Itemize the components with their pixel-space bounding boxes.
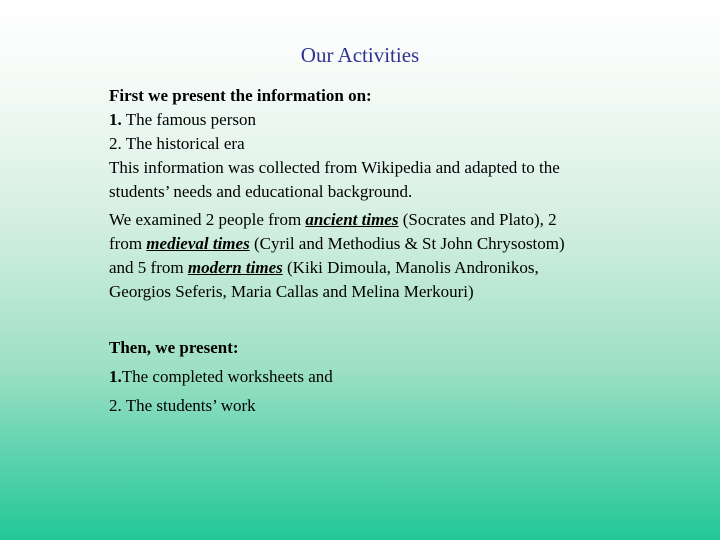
ancient-times-term: ancient times: [305, 210, 399, 229]
slide-title: Our Activities: [300, 43, 420, 67]
intro-heading: First we present the information on:: [109, 86, 372, 105]
examined-line-3-pre: and 5 from: [109, 258, 188, 277]
examined-line-1: [109, 208, 669, 232]
examined-line-3-post: (Kiki Dimoula, Manolis Andronikos,: [282, 258, 539, 277]
examined-line-1-pre: We examined 2 people from: [109, 210, 306, 229]
intro-item-1-number: 1.: [109, 110, 122, 129]
examined-line-2-post: (Cyril and Methodius & St John Chrysostom): [249, 234, 565, 253]
intro-section: [109, 84, 669, 304]
examined-line-4: Georgios Seferis, Maria Callas and Melina Merkouri): [109, 282, 474, 301]
examined-line-2: [109, 232, 669, 256]
examined-line-1-post: (Socrates and Plato), 2: [398, 210, 557, 229]
then-heading: Then, we present:: [109, 338, 239, 357]
modern-times-term: modern times: [187, 258, 283, 277]
intro-item-1-text: The famous person: [121, 110, 256, 129]
collected-line-1: This information was collected from Wikipedia and adapted to the: [109, 158, 560, 177]
then-item-1-number: 1.: [109, 367, 122, 386]
examined-line-2-pre: from: [109, 234, 147, 253]
then-item-1-text: The completed worksheets and: [121, 367, 333, 386]
then-item-1: [109, 362, 669, 391]
medieval-times-term: medieval times: [146, 234, 250, 253]
then-section: [109, 333, 669, 420]
intro-item-1: [109, 108, 669, 132]
collected-line-2: students’ needs and educational background.: [109, 182, 413, 201]
then-item-2: 2. The students’ work: [109, 396, 256, 415]
intro-item-2: 2. The historical era: [109, 134, 245, 153]
examined-line-3: [109, 256, 669, 280]
